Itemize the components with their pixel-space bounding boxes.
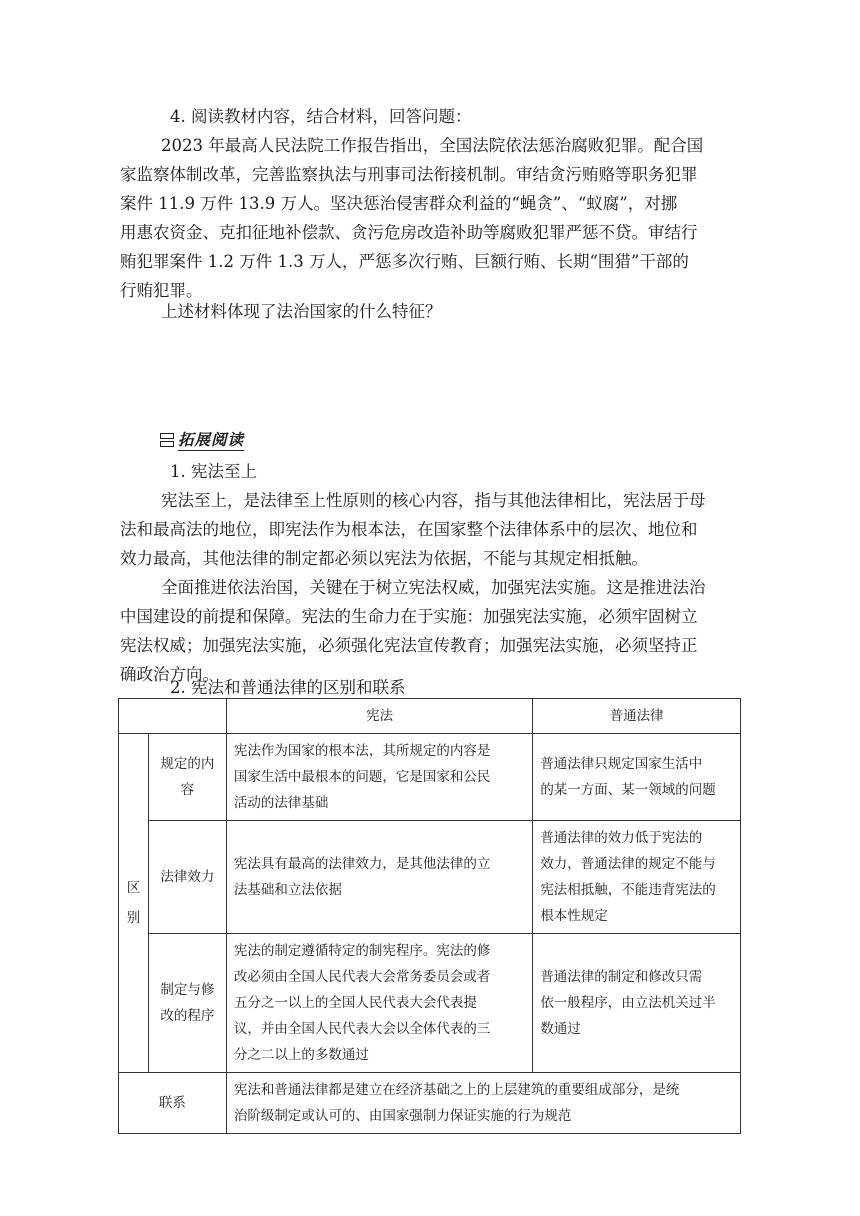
constitution-cell: 宪法具有最高的法律效力，是其他法律的立 法基础和立法依据 <box>226 821 532 934</box>
ordinary-law-cell: 普通法律的制定和修改只需 依一般程序，由立法机关过半 数通过 <box>533 934 741 1073</box>
table-row <box>119 934 741 1073</box>
question-number: 4. 阅读教材内容，结合材料，回答问题： <box>170 107 472 126</box>
section-icon <box>160 432 174 448</box>
extended-reading-header <box>160 427 244 453</box>
table-row <box>119 734 741 821</box>
table-header-row <box>119 699 741 734</box>
material-line: 案件 11.9 万件 13.9 万人。坚决惩治侵害群众利益的“蝇贪”、“蚁腐”，对挪 <box>120 194 678 213</box>
row-label: 规定的内 容 <box>148 734 226 821</box>
paragraph-line: 全面推进依法治国，关键在于树立宪法权威，加强宪法实施。这是推进法治 <box>161 578 706 597</box>
comparison-table <box>118 698 741 1134</box>
paragraph-line: 效力最高，其他法律的制定都必须以宪法为依据，不能与其规定相抵触。 <box>120 549 648 568</box>
item-title: 2. 宪法和普通法律的区别和联系 <box>170 678 406 697</box>
constitution-cell: 宪法的制定遵循特定的制宪程序。宪法的修 改必须由全国人民代表大会常务委员会或者 五分之一以上的全国人民代表大会代表提 议，并由全国人民代表大会以全体代表的三 分之二以上的多数通过 <box>226 934 532 1073</box>
paragraph-line: 法和最高法的地位，即宪法作为根本法，在国家整个法律体系中的层次、地位和 <box>120 520 698 539</box>
row-label: 制定与修 改的程序 <box>148 934 226 1073</box>
table-corner-cell <box>119 699 227 734</box>
material-line: 行贿犯罪。 <box>120 281 203 300</box>
table-row <box>119 1073 741 1134</box>
material-line: 用惠农资金、克扣征地补偿款、贪污危房改造补助等腐败犯罪严惩不贷。审结行 <box>120 223 698 242</box>
paragraph-line: 中国建设的前提和保障。宪法的生命力在于实施：加强宪法实施，必须牢固树立 <box>120 607 698 626</box>
paragraph-line: 确政治方向。 <box>120 665 219 684</box>
material-line: 2023 年最高人民法院工作报告指出，全国法院依法惩治腐败犯罪。配合国 <box>161 136 704 155</box>
constitution-cell: 宪法作为国家的根本法，其所规定的内容是 国家生活中最根本的问题，它是国家和公民 活动的法律基础 <box>226 734 532 821</box>
link-cell: 宪法和普通法律都是建立在经济基础之上的上层建筑的重要组成部分，是统 治阶级制定或认可的、由国家强制力保证实施的行为规范 <box>226 1073 740 1134</box>
material-line: 家监察体制改革，完善监察执法与刑事司法衔接机制。审结贪污贿赂等职务犯罪 <box>120 165 698 184</box>
question-ask: 上述材料体现了法治国家的什么特征？ <box>161 302 442 321</box>
row-label: 法律效力 <box>148 821 226 934</box>
material-line: 贿犯罪案件 1.2 万件 1.3 万人，严惩多次行贿、巨额行贿、长期“围猎”干部的 <box>120 252 689 271</box>
section-title: 拓展阅读 <box>178 429 245 449</box>
paragraph-line: 宪法至上，是法律至上性原则的核心内容，指与其他法律相比，宪法居于母 <box>161 491 706 510</box>
paragraph-line: 宪法权威；加强宪法实施，必须强化宪法宣传教育；加强宪法实施，必须坚持正 <box>120 636 698 655</box>
column-header: 宪法 <box>226 699 532 734</box>
column-header: 普通法律 <box>533 699 741 734</box>
link-label: 联系 <box>119 1073 227 1134</box>
ordinary-law-cell: 普通法律只规定国家生活中 的某一方面、某一领域的问题 <box>533 734 741 821</box>
ordinary-law-cell: 普通法律的效力低于宪法的 效力，普通法律的规定不能与 宪法相抵触，不能违背宪法的 根本性规定 <box>533 821 741 934</box>
item-title: 1. 宪法至上 <box>170 462 257 481</box>
group-label: 区 别 <box>119 734 149 1073</box>
table-row <box>119 821 741 934</box>
